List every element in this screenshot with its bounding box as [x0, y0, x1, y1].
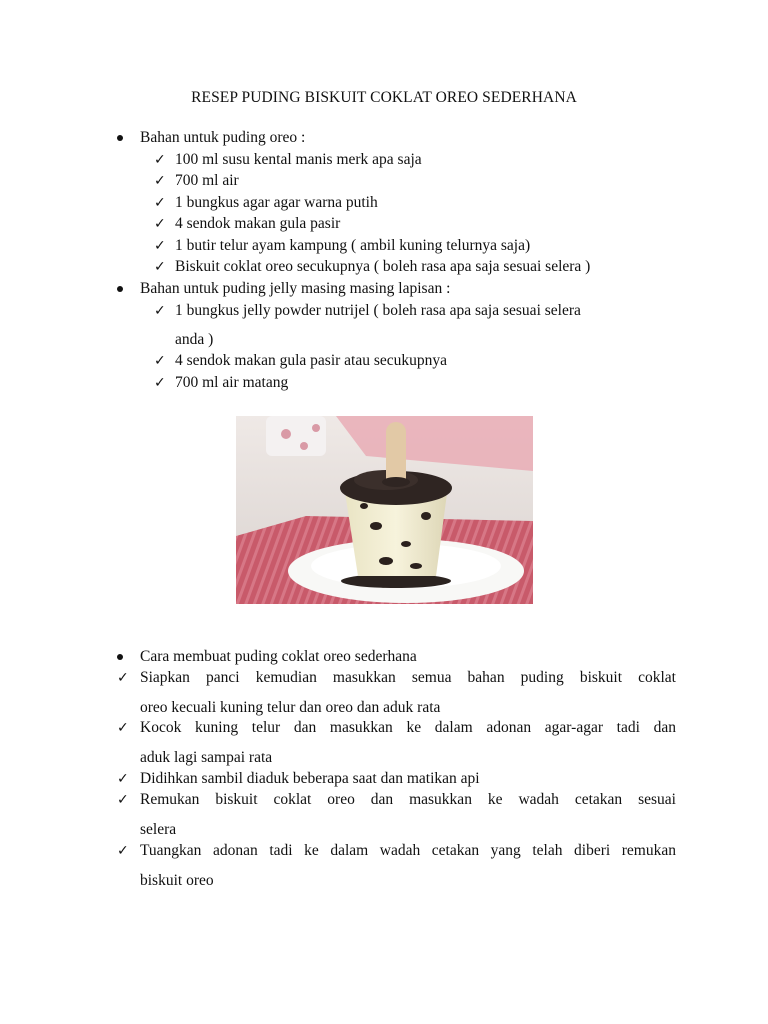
check-mark-icon: ✓	[117, 720, 129, 736]
step-line: Remukan biskuit coklat oreo dan masukkan ke wadah cetakan sesuai	[140, 791, 676, 808]
list-item: 4 sendok makan gula pasir atau secukupnya	[175, 352, 448, 369]
page-title: RESEP PUDING BISKUIT COKLAT OREO SEDERHANA	[191, 89, 577, 106]
step-continuation: biskuit oreo	[140, 872, 214, 889]
bullet-dot-icon	[117, 286, 123, 292]
check-mark-icon: ✓	[154, 195, 166, 211]
list-item: 4 sendok makan gula pasir	[175, 215, 341, 232]
check-mark-icon: ✓	[154, 259, 166, 275]
pudding-illustration	[236, 416, 533, 604]
oreo-pudding-photo	[236, 416, 533, 604]
list-item-continuation: anda )	[175, 331, 214, 348]
step-line: Didihkan sambil diaduk beberapa saat dan matikan api	[140, 770, 480, 787]
check-mark-icon: ✓	[154, 238, 166, 254]
list-item: 1 bungkus jelly powder nutrijel ( boleh rasa apa saja sesuai selera	[175, 302, 581, 319]
step-continuation: oreo kecuali kuning telur dan oreo dan aduk rata	[140, 699, 441, 716]
check-mark-icon: ✓	[117, 670, 129, 686]
check-mark-icon: ✓	[154, 173, 166, 189]
step-continuation: aduk lagi sampai rata	[140, 749, 273, 766]
bullet-dot-icon	[117, 654, 123, 660]
check-mark-icon: ✓	[117, 792, 129, 808]
list-item: 700 ml air matang	[175, 374, 289, 391]
list-item: 100 ml susu kental manis merk apa saja	[175, 151, 422, 168]
check-mark-icon: ✓	[154, 216, 166, 232]
section-heading-bahan-oreo: Bahan untuk puding oreo :	[140, 129, 306, 146]
check-mark-icon: ✓	[117, 771, 129, 787]
list-item: 1 bungkus agar agar warna putih	[175, 194, 378, 211]
check-mark-icon: ✓	[154, 375, 166, 391]
section-heading-cara-membuat: Cara membuat puding coklat oreo sederhana	[140, 648, 417, 665]
check-mark-icon: ✓	[117, 843, 129, 859]
check-mark-icon: ✓	[154, 152, 166, 168]
list-item: Biskuit coklat oreo secukupnya ( boleh rasa apa saja sesuai selera )	[175, 258, 591, 275]
check-mark-icon: ✓	[154, 353, 166, 369]
list-item: 700 ml air	[175, 172, 239, 189]
bullet-dot-icon	[117, 135, 123, 141]
step-line: Tuangkan adonan tadi ke dalam wadah cetakan yang telah diberi remukan	[140, 842, 676, 859]
step-line: Kocok kuning telur dan masukkan ke dalam adonan agar-agar tadi dan	[140, 719, 676, 736]
step-continuation: selera	[140, 821, 177, 838]
check-mark-icon: ✓	[154, 303, 166, 319]
list-item: 1 butir telur ayam kampung ( ambil kuning telurnya saja)	[175, 237, 531, 254]
step-line: Siapkan panci kemudian masukkan semua bahan puding biskuit coklat	[140, 669, 676, 686]
section-heading-bahan-jelly: Bahan untuk puding jelly masing masing lapisan :	[140, 280, 451, 297]
